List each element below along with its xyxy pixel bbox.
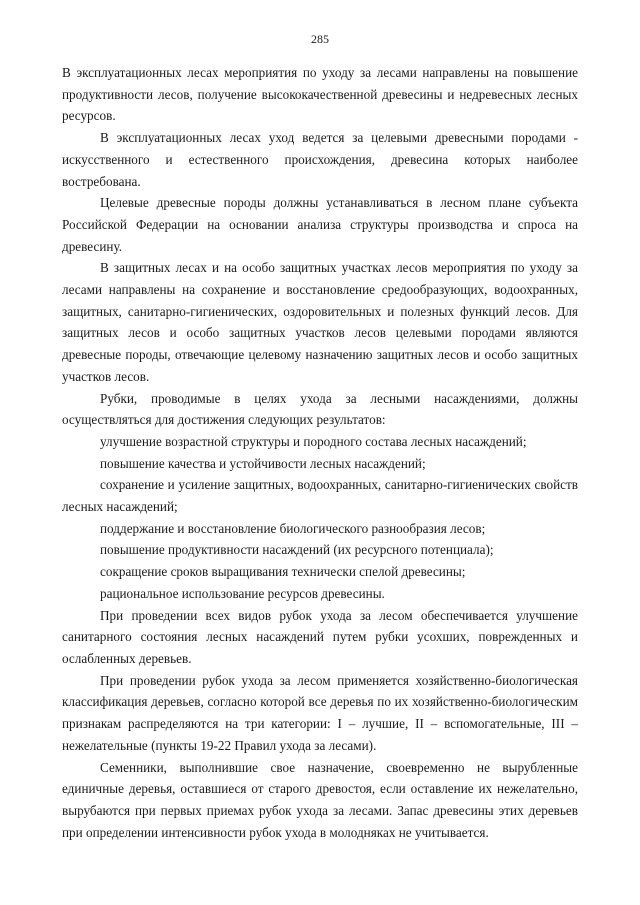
list-item: улучшение возрастной структуры и породного состава лесных насаждений; (100, 433, 527, 449)
list-item: повышение качества и устойчивости лесных насаждений; (100, 455, 426, 471)
paragraph: Семенники, выполнившие свое назначение, своевременно не вырубленные единичные деревья, оставшиеся от старого древостоя, если оставление их нежелательно, вырубаются при первых приемах рубок ухода за лесами. Запас древесины этих деревьев при определении интенсивности рубок ухода в молодняках не учитывается. (62, 759, 578, 840)
paragraph: Целевые древесные породы должны устанавливаться в лесном плане субъекта Российской Федерации на основании анализа структуры производства и спроса на древесину. (62, 195, 578, 254)
list-item: поддержание и восстановление биологического разнообразия лесов; (100, 520, 486, 536)
list-item: рациональное использование ресурсов древесины. (100, 585, 385, 601)
paragraph: При проведении всех видов рубок ухода за лесом обеспечивается улучшение санитарного состояния лесных насаждений путем рубки усохших, поврежденных и ослабленных деревьев. (62, 607, 578, 666)
list-item: повышение продуктивности насаждений (их ресурсного потенциала); (100, 542, 494, 558)
page-body (62, 62, 578, 843)
list-item: сохранение и усиление защитных, водоохранных, санитарно-гигиенических свойств лесных насаждений; (62, 477, 578, 515)
paragraph: Рубки, проводимые в целях ухода за лесными насаждениями, должны осуществляться для достижения следующих результатов: (62, 390, 578, 428)
paragraph: В эксплуатационных лесах мероприятия по уходу за лесами направлены на повышение продуктивности лесов, получение высококачественной древесины и недревесных лесных ресурсов. (62, 65, 578, 124)
paragraph: При проведении рубок ухода за лесом применяется хозяйственно-биологическая классификация деревьев, согласно которой все деревья по их хозяйственно-биологическим признакам распределяются на три категории: I – лучшие, II – вспомогательные, III – нежелательные (пункты 19-22 Правил ухода за лесами). (62, 672, 578, 753)
paragraph: В защитных лесах и на особо защитных участках лесов мероприятия по уходу за лесами направлены на сохранение и восстановление средообразующих, водоохранных, защитных, санитарно-гигиенических, оздоровительных и полезных функций лесов. Для защитных лесов и особо защитных участков лесов целевыми породами являются древесные породы, отвечающие целевому назначению защитных лесов и особо защитных участков лесов. (62, 260, 578, 384)
page-number: 285 (311, 32, 329, 46)
list-item: сокращение сроков выращивания технически спелой древесины; (100, 564, 466, 580)
paragraph: В эксплуатационных лесах уход ведется за целевыми древесными породами - искусственного и естественного происхождения, древесина которых наиболее востребована. (62, 130, 578, 189)
